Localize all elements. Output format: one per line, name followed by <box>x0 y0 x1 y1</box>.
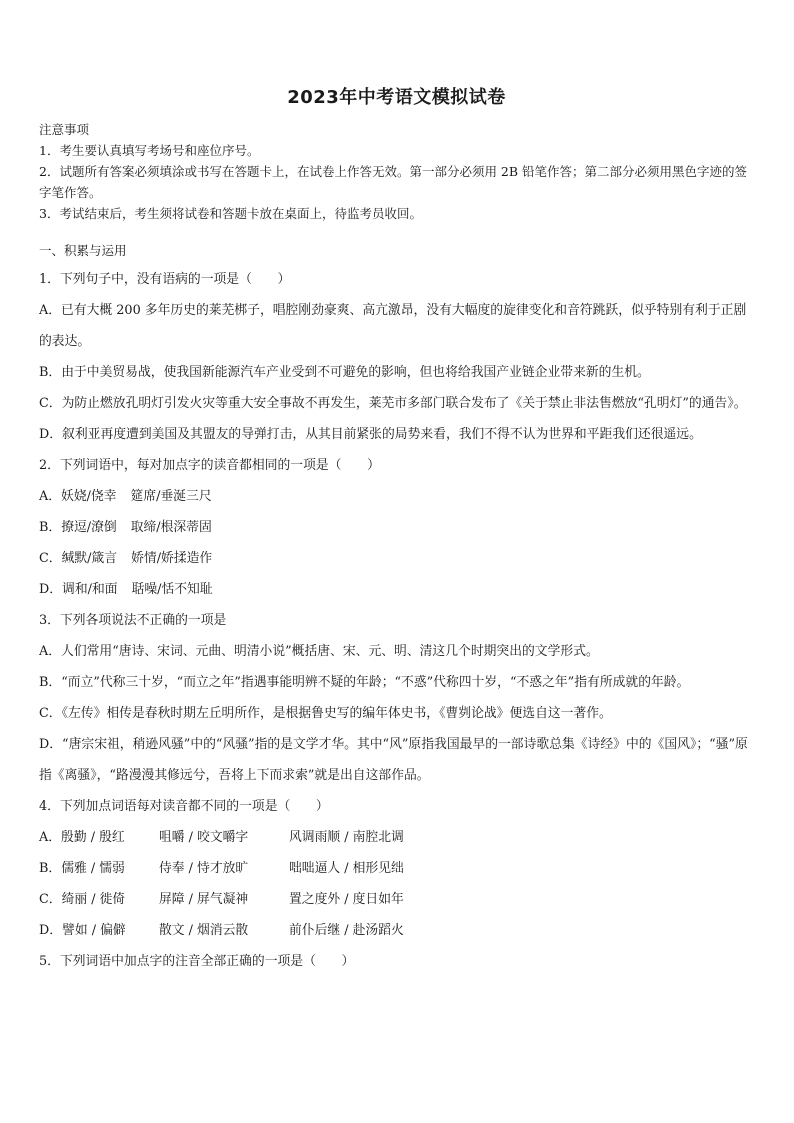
option-b: B．由于中美贸易战，使我国新能源汽车产业受到不可避免的影响，但也将给我国产业链企业带来新的生机。 <box>39 365 650 380</box>
option-part: D．调和/和面 <box>39 582 118 597</box>
option-part: 聒噪/恬不知耻 <box>131 582 213 597</box>
option-d <box>39 574 754 605</box>
option-part: 侍奉 / 恃才放旷 <box>159 861 249 876</box>
option-part: 咀嚼 / 咬文嚼字 <box>159 830 249 845</box>
question-2 <box>39 450 754 605</box>
option-part: B．儒雅 / 懦弱 <box>39 861 125 876</box>
option-part: 屏障 / 屏气凝神 <box>159 892 249 907</box>
question-5 <box>39 946 754 977</box>
section-header: 一、积累与运用 <box>39 243 127 258</box>
option-part: 散文 / 烟消云散 <box>159 923 249 938</box>
option-c: C．《左传》相传是春秋时期左丘明所作，是根据鲁史写的编年体史书，《曹刿论战》便选自这一著作。 <box>39 706 612 721</box>
spacer <box>39 224 754 238</box>
option-b <box>39 853 754 884</box>
question-1 <box>39 264 754 450</box>
option-part: A．妖娆/侥幸 <box>39 489 117 504</box>
option-c <box>39 543 754 574</box>
option-part: A．殷勤 / 殷红 <box>39 830 125 845</box>
option-a: A．已有大概 200 多年历史的莱芜梆子，唱腔刚劲豪爽、高亢激昂，没有大幅度的旋律变化和音符跳跃，似乎特别有利于正剧的表达。 <box>39 303 747 349</box>
option-part: 咄咄逼人 / 相形见绌 <box>289 861 404 876</box>
option-c: C．为防止燃放孔明灯引发火灾等重大安全事故不再发生，莱芜市多部门联合发布了《关于禁止非法售燃放“孔明灯”的通告》。 <box>39 396 747 411</box>
option-part: C．缄默/箴言 <box>39 551 118 566</box>
option-part: B．撩逗/潦倒 <box>39 520 117 535</box>
notice-block <box>39 119 754 224</box>
option-a <box>39 481 754 512</box>
option-b <box>39 512 754 543</box>
option-d <box>39 915 754 946</box>
option-d: D．“唐宗宋祖，稍逊风骚”中的“风骚”指的是文学才华。其中“风”原指我国最早的一部诗歌总集《诗经》中的《国风》；“骚”原指《离骚》，“路漫漫其修远兮，吾将上下而求索”就是出自这部作品。 <box>39 737 748 783</box>
question-4 <box>39 791 754 946</box>
option-part: 取缔/根深蒂固 <box>130 520 212 535</box>
option-part: C．绮丽 / 徙倚 <box>39 892 126 907</box>
notice-item-3: 3．考试结束后，考生须将试卷和答题卡放在桌面上，待监考员收回。 <box>39 206 422 221</box>
option-part: 筵席/垂涎三尺 <box>130 489 212 504</box>
option-c <box>39 884 754 915</box>
notice-item-2: 2．试题所有答案必须填涂或书写在答题卡上，在试卷上作答无效。第一部分必须用 2B 铅笔作答；第二部分必须用黑色字迹的签字笔作答。 <box>39 164 748 200</box>
option-part: 前仆后继 / 赴汤蹈火 <box>289 923 404 938</box>
option-a: A．人们常用“唐诗、宋词、元曲、明清小说”概括唐、宋、元、明、清这几个时期突出的文学形式。 <box>39 644 599 659</box>
question-3 <box>39 605 754 791</box>
option-part: 娇情/娇揉造作 <box>131 551 213 566</box>
option-part: D．譬如 / 偏僻 <box>39 923 126 938</box>
notice-item-1: 1．考生要认真填写考场号和座位序号。 <box>39 143 260 158</box>
notice-heading: 注意事项 <box>39 122 90 137</box>
page-title: 2023年中考语文模拟试卷 <box>287 87 506 108</box>
option-d: D．叙利亚再度遭到美国及其盟友的导弹打击，从其目前紧张的局势来看，我们不得不认为世界和平距我们还很遥远。 <box>39 427 702 442</box>
option-part: 置之度外 / 度日如年 <box>289 892 404 907</box>
option-part: 风调雨顺 / 南腔北调 <box>289 830 404 845</box>
option-b: B．“而立”代称三十岁，“而立之年”指遇事能明辨不疑的年龄；“不惑”代称四十岁，“不惑之年”指有所成就的年龄。 <box>39 675 690 690</box>
question-stem: 3．下列各项说法不正确的一项是 <box>39 613 227 628</box>
question-stem: 1．下列句子中，没有语病的一项是（ ） <box>39 272 291 287</box>
option-a <box>39 822 754 853</box>
question-stem: 4．下列加点词语每对读音都不同的一项是（ ） <box>39 799 329 814</box>
question-stem: 5．下列词语中加点字的注音全部正确的一项是（ ） <box>39 954 355 969</box>
question-stem: 2．下列词语中，每对加点字的读音都相同的一项是（ ） <box>39 458 380 473</box>
